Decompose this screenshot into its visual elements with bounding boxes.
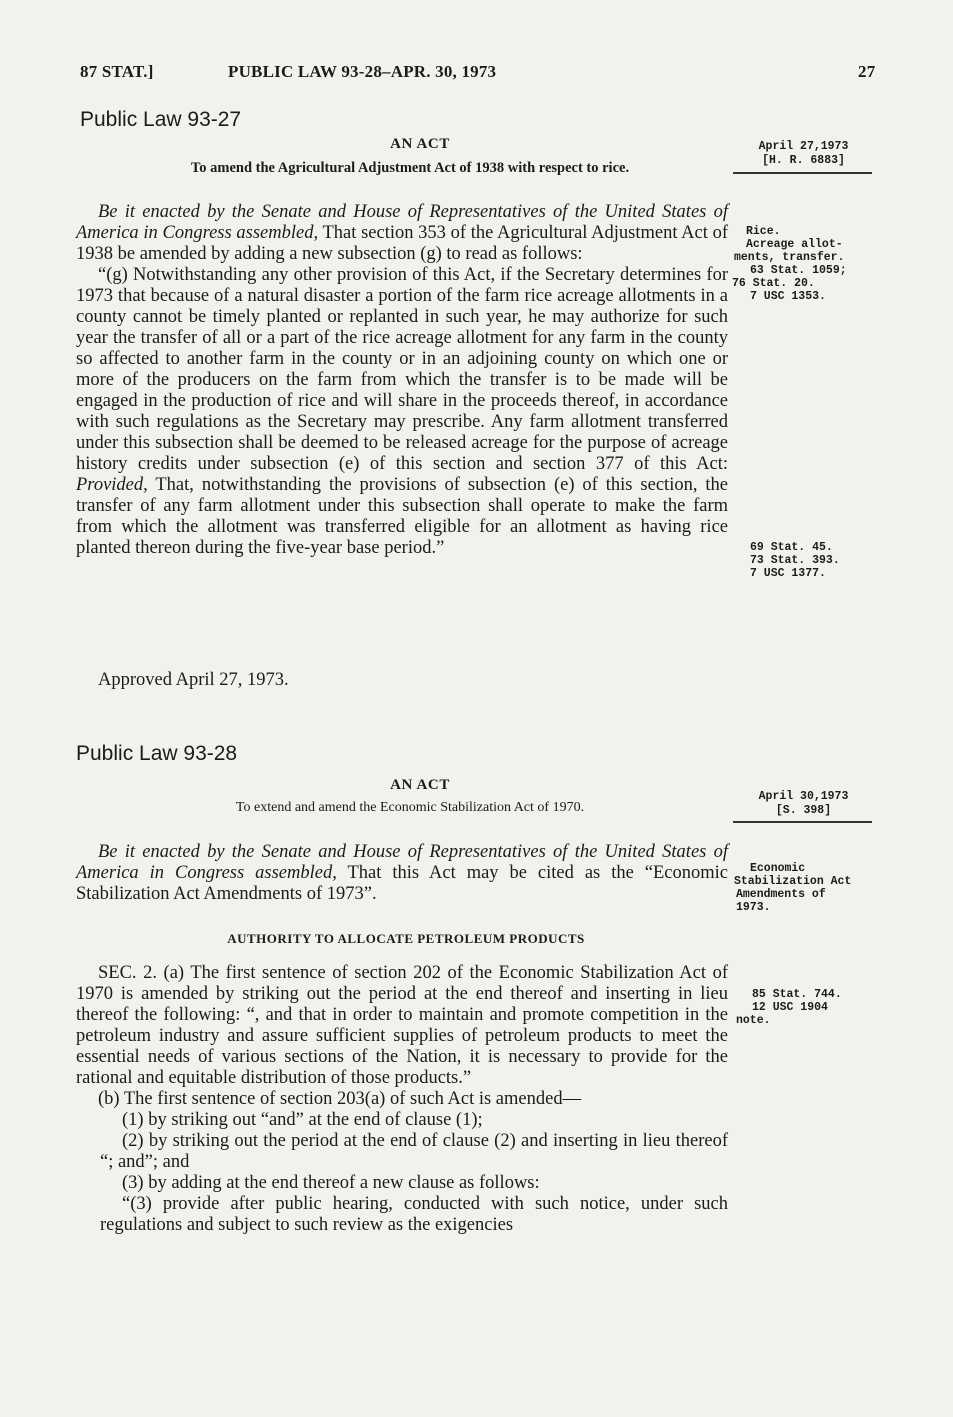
law2-margin-note-short-title — [734, 862, 872, 914]
law1-approved: Approved April 27, 1973. — [98, 670, 289, 690]
margin-line: Economic — [750, 862, 806, 875]
margin-line: 69 Stat. 45. — [750, 541, 833, 554]
law1-margin-note-rice — [732, 225, 871, 303]
law1-enacting-rest: That section 353 of the Agricultural Adjustment Act of 1938 be amended by adding a new subsection (g) to read as follows: — [76, 223, 728, 264]
law2-margin-note-stat — [736, 988, 871, 1027]
law2-section2 — [76, 963, 728, 1236]
page-number: 27 — [858, 62, 876, 81]
law2-margin-rule — [733, 821, 872, 823]
law1-enacting-clause — [76, 202, 728, 265]
law1-enacting-italic: Be it enacted by the Senate and House of Representatives of the United States of America in Congress assembled, — [76, 202, 728, 243]
law1-purpose: To amend the Agricultural Adjustment Act of 1938 with respect to rice. — [190, 160, 630, 176]
margin-line: 7 USC 1377. — [750, 567, 826, 580]
clause-3-text: “(3) provide after public hearing, conducted with such notice, under such regulations and subject to such review as the exigencies — [100, 1194, 728, 1235]
clause-1: (1) by striking out “and” at the end of clause (1); — [122, 1110, 483, 1130]
clause-2: (2) by striking out the period at the end of clause (2) and inserting in lieu thereof “; and”; and — [100, 1131, 728, 1172]
margin-line: Acreage allot- — [746, 238, 843, 251]
law2-an-act: AN ACT — [390, 777, 450, 793]
law2-margin-bill: [S. 398] — [775, 804, 832, 817]
law2-enacting-rest: That this Act may be cited as the “Economic Stabilization Act Amendments of 1973”. — [76, 863, 728, 904]
law2-title: Public Law 93-28 — [76, 742, 238, 765]
header-stat-reference: 87 STAT.] — [80, 62, 154, 81]
margin-line: Amendments of — [736, 888, 826, 901]
margin-line: 12 USC 1904 — [752, 1001, 828, 1014]
law1-subsection-g-part2: That, notwithstanding the provisions of subsection (e) of this section, the transfer of any farm allotment under this subsection shall operate to make the farm from which the allotment was transferred eligible for an allotment as having rice planted thereon during the five-year base period.” — [76, 475, 728, 558]
law2-purpose: To extend and amend the Economic Stabilization Act of 1970. — [235, 800, 585, 815]
margin-line: 63 Stat. 1059; — [750, 264, 847, 277]
sec2-a: SEC. 2. (a) The first sentence of section 202 of the Economic Stabilization Act of 1970 is amended by striking out the period at the end thereof and inserting in lieu thereof the following: “, and that in order to maintain and promote competition in the petroleum industry and assure sufficient supplies of petroleum products to meet the essential needs of various sections of the Nation, it is necessary to provide for the rational and equitable distribution of those products.” — [76, 963, 728, 1088]
margin-line: 85 Stat. 744. — [752, 988, 842, 1001]
margin-line: 1973. — [736, 901, 771, 914]
margin-line: note. — [736, 1014, 771, 1027]
law1-subsection-g — [76, 265, 728, 559]
law2-enacting-italic: Be it enacted by the Senate and House of Representatives of the United States of America in Congress assembled, — [76, 842, 728, 883]
law1-an-act: AN ACT — [390, 136, 450, 152]
header-law-title: PUBLIC LAW 93-28–APR. 30, 1973 — [228, 62, 497, 81]
margin-line: 7 USC 1353. — [750, 290, 826, 303]
law1-margin-rule — [733, 172, 872, 174]
law1-margin-note-stat — [750, 541, 870, 580]
margin-line: Rice. — [746, 225, 781, 238]
margin-line: Stabilization Act — [734, 875, 852, 888]
margin-line: 76 Stat. 20. — [732, 277, 815, 290]
section-heading: AUTHORITY TO ALLOCATE PETROLEUM PRODUCTS — [227, 931, 585, 946]
law1-provided: Provided, — [76, 475, 148, 495]
law1-margin-bill: [H. R. 6883] — [762, 154, 845, 167]
law2-enacting-clause — [76, 842, 728, 905]
law1-title: Public Law 93-27 — [80, 108, 242, 131]
clause-3: (3) by adding at the end thereof a new clause as follows: — [122, 1173, 540, 1193]
law1-body — [76, 202, 728, 559]
sec2-b: (b) The first sentence of section 203(a) of such Act is amended— — [98, 1089, 582, 1109]
law1-subsection-g-part1: “(g) Notwithstanding any other provision of this Act, if the Secretary determines for 1973 that because of a natural disaster a portion of the farm rice acreage allotments in a county cannot be timely planted or replanted in such year, he may authorize for such year the transfer of all or a part of the rice acreage allotment for any farm in the county so affected to another farm in the county or in an adjoining county on which one or more of the producers on the farm from which the transfer is to be made will be engaged in the production of rice and will share in the proceeds thereof, in accordance with such regulations as the Secretary may prescribe. Any farm allotment transferred under this subsection shall be deemed to be released acreage for the purpose of acreage history credits under subsection (e) of this section and section 377 of this Act: — [76, 265, 728, 474]
law2-margin-date: April 30,1973 — [758, 790, 849, 803]
law1-margin-date: April 27,1973 — [758, 140, 849, 153]
margin-line: 73 Stat. 393. — [750, 554, 840, 567]
margin-line: ments, transfer. — [734, 251, 845, 264]
